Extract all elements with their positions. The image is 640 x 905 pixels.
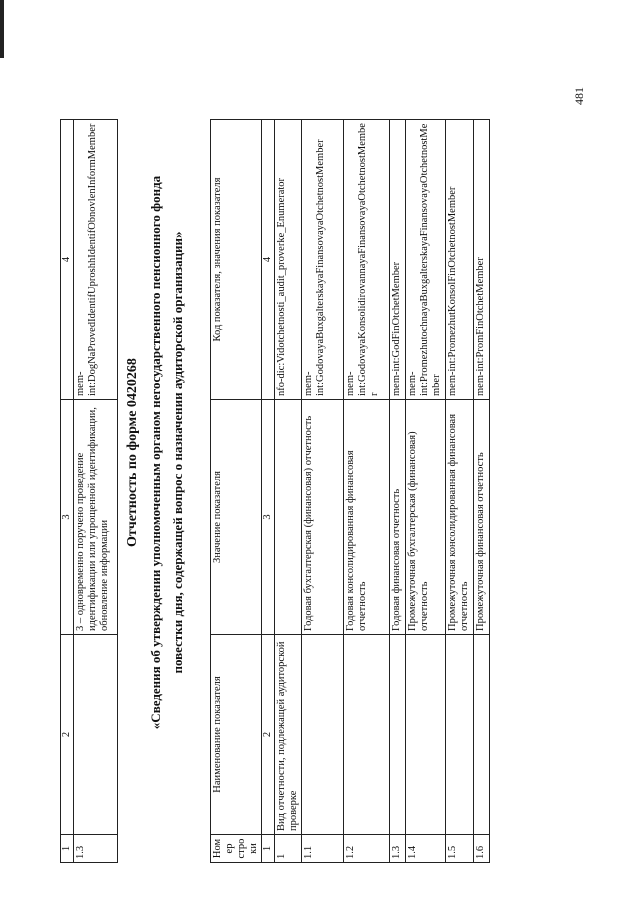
column-number-row (262, 120, 275, 863)
row-name (406, 635, 446, 835)
row-value: Промежуточная бухгалтерская (финансовая) отчетность (406, 400, 446, 635)
col-num-4: 4 (61, 120, 74, 400)
table-row (474, 120, 490, 863)
table-row (446, 120, 474, 863)
row-value: Годовая бухгалтерская (финансовая) отчетность (302, 400, 344, 635)
row-code: nfo-dic:Vidotchetnosti_audit_proverke_Enumerator (275, 120, 302, 400)
indicators-table (210, 119, 490, 863)
row-value: Промежуточная консолидированная финансовая отчетность (446, 400, 474, 635)
table-row (275, 120, 302, 863)
row-name (302, 635, 344, 835)
column-number-row (61, 120, 74, 863)
row-name (446, 635, 474, 835)
col-num-1: 1 (262, 835, 275, 863)
row-code: mem-int:DogNaProvedIdentifUproshhIdentifObnovlenInformMember (74, 120, 118, 400)
col-num-2: 2 (262, 635, 275, 835)
col-num-4: 4 (262, 120, 275, 400)
col-num-2: 2 (61, 635, 74, 835)
row-code: mem-int:PromezhutochnayaBuxgalterskayaFinansovayaOtchetnostMember (406, 120, 446, 400)
row-name (74, 635, 118, 835)
page-number: 481 (572, 87, 586, 105)
col-num-3: 3 (262, 400, 275, 635)
header-indicator-name: Наименование показателя (211, 635, 262, 835)
row-code: mem-int:GodovayaBuxgalterskayaFinansovayaOtchetnostMember (302, 120, 344, 400)
row-number: 1.3 (74, 835, 118, 863)
header-indicator-code: Код показателя, значения показателя (211, 120, 262, 400)
row-code: mem-int:GodovayaKonsolidirovannayaFinansovayaOtchetnostMember (344, 120, 390, 400)
row-code: mem-int:PromFinOtchetMember (474, 120, 490, 400)
row-name (474, 635, 490, 835)
row-number: 1.3 (390, 835, 406, 863)
row-number: 1.4 (406, 835, 446, 863)
form-subtitle-line-2: повестки дня, содержащей вопрос о назначении аудиторской организации» (170, 231, 185, 674)
row-value (275, 400, 302, 635)
table-row (390, 120, 406, 863)
continuation-table (60, 119, 118, 863)
row-name (344, 635, 390, 835)
row-name: Вид отчетности, подлежащей аудиторской проверке (275, 635, 302, 835)
row-value: 3 – одновременно поручено проведение идентификации или упрощенной идентификации, обновление информации (74, 400, 118, 635)
row-number: 1.5 (446, 835, 474, 863)
table-row (302, 120, 344, 863)
form-subtitle-line-1: «Сведения об утверждении уполномоченным органом негосударственного пенсионного фонда (148, 175, 163, 730)
row-value: Промежуточная финансовая отчетность (474, 400, 490, 635)
row-number: 1.2 (344, 835, 390, 863)
header-indicator-value: Значение показателя (211, 400, 262, 635)
table-row (406, 120, 446, 863)
col-num-1: 1 (61, 835, 74, 863)
col-num-3: 3 (61, 400, 74, 635)
table-row (74, 120, 118, 863)
row-number: 1 (275, 835, 302, 863)
row-number: 1.1 (302, 835, 344, 863)
row-number: 1.6 (474, 835, 490, 863)
form-title: Отчетность по форме 0420268 (125, 358, 140, 547)
row-value: Годовая консолидированная финансовая отчетность (344, 400, 390, 635)
row-name (390, 635, 406, 835)
row-code: mem-int:GodFinOtchetMember (390, 120, 406, 400)
header-row-number: Номер строки (211, 835, 262, 863)
row-value: Годовая финансовая отчетность (390, 400, 406, 635)
table-row (344, 120, 390, 863)
header-row (211, 120, 262, 863)
row-code: mem-int:PromezhutKonsolFinOtchetnostMember (446, 120, 474, 400)
